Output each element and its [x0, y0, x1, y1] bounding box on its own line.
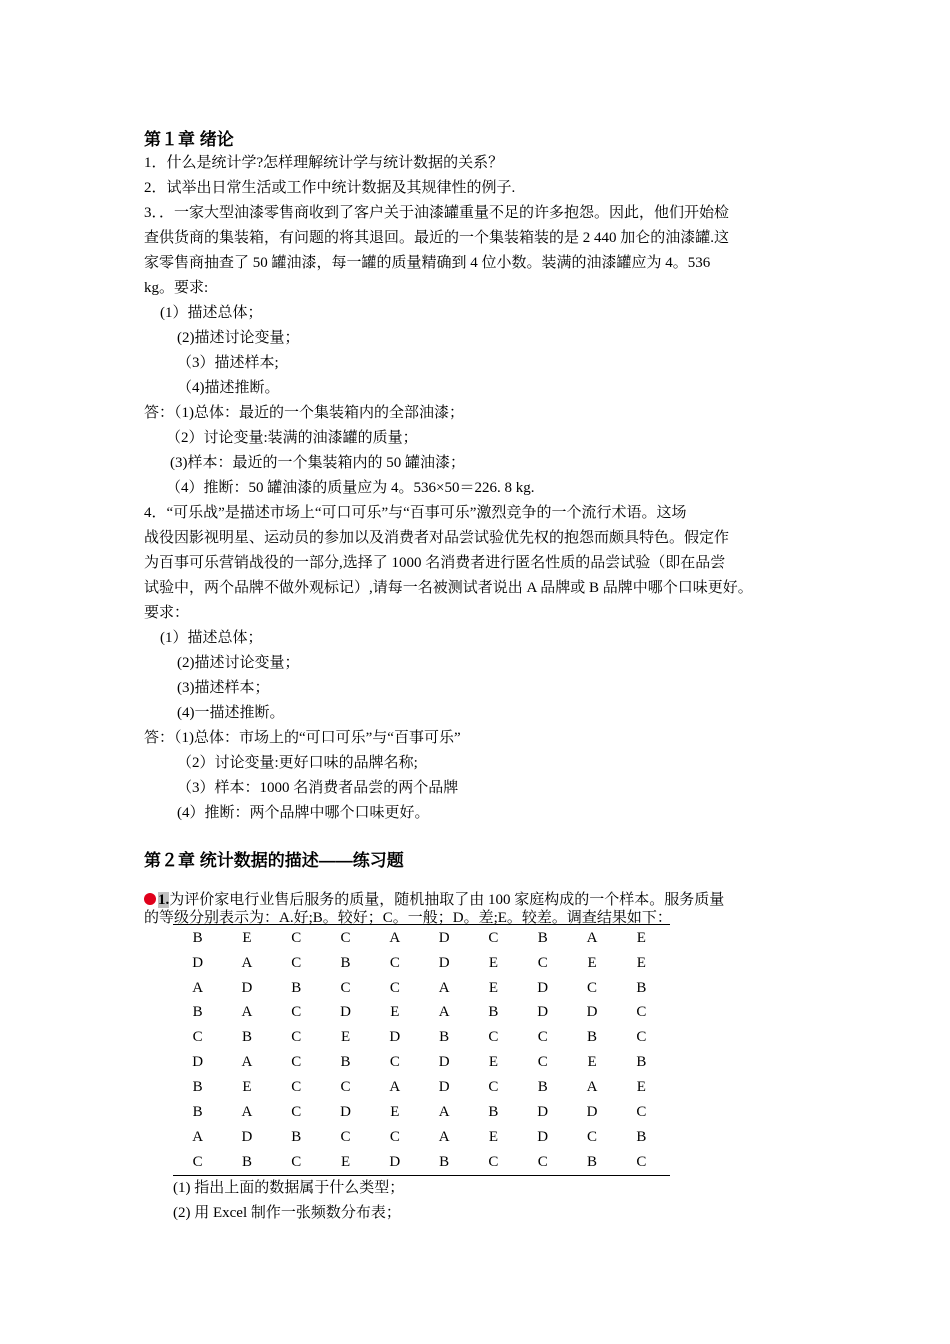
survey-data-table — [173, 926, 666, 1174]
question-4-requirement: (3)描述样本； — [177, 680, 270, 696]
question-4-requirement: (1）描述总体； — [160, 630, 263, 646]
table-cell: D — [537, 1128, 549, 1145]
question-4-requirement: (2)描述讨论变量； — [177, 655, 300, 671]
table-cell: B — [340, 954, 351, 971]
table-cell: E — [242, 1078, 252, 1095]
table-cell: A — [389, 1078, 401, 1095]
table-row — [173, 1001, 666, 1026]
table-cell: A — [389, 929, 401, 946]
table-cell: C — [636, 1029, 647, 1046]
table-cell: B — [192, 1078, 203, 1095]
table-cell: C — [291, 1078, 302, 1095]
table-cell: D — [438, 1054, 450, 1071]
table-cell: D — [241, 979, 253, 996]
table-cell: D — [241, 1128, 253, 1145]
table-cell: D — [586, 1004, 598, 1021]
table-cell: C — [488, 1153, 499, 1170]
question-4-line: 要求： — [144, 605, 190, 621]
question-4-answer: 答：（1)总体：市场上的“可口可乐”与“百事可乐” — [144, 730, 461, 746]
question-4-line: 为百事可乐营销战役的一部分,选择了 1000 名消费者进行匿名性质的品尝试验（即在品尝 — [144, 555, 726, 571]
table-cell: D — [537, 1004, 549, 1021]
table-cell: B — [439, 1153, 450, 1170]
table-cell: B — [241, 1029, 252, 1046]
table-cell: D — [438, 1078, 450, 1095]
chapter1-title: 第１章 绪论 — [144, 130, 234, 149]
table-cell: B — [587, 1153, 598, 1170]
table-cell: E — [340, 1029, 351, 1046]
table-cell: B — [537, 929, 548, 946]
table-cell: C — [389, 954, 400, 971]
table-row — [173, 951, 666, 976]
table-cell: B — [241, 1153, 252, 1170]
table-cell: B — [587, 1029, 598, 1046]
table-cell: B — [192, 1103, 203, 1120]
table-cell: C — [537, 954, 548, 971]
table-cell: E — [488, 1128, 499, 1145]
table-cell: E — [390, 1004, 400, 1021]
table-cell: D — [537, 979, 549, 996]
table-cell: A — [586, 929, 598, 946]
table-cell: C — [488, 1078, 499, 1095]
table-cell: C — [537, 1153, 548, 1170]
question-3-answer: 答：（1)总体：最近的一个集装箱内的全部油漆； — [144, 405, 464, 421]
table-cell: C — [587, 1128, 598, 1145]
table-cell: B — [488, 1103, 499, 1120]
table-cell: B — [340, 1054, 351, 1071]
table-cell: C — [340, 979, 351, 996]
table-cell: B — [291, 1128, 302, 1145]
table-cell: C — [340, 1128, 351, 1145]
table-row — [173, 1125, 666, 1150]
table-cell: C — [291, 1029, 302, 1046]
table-cell: E — [488, 1054, 499, 1071]
ch2-question-1-line: 的等级分别表示为：A.好;B。较好；C。一般；D。差;E。较差。调查结果如下： — [144, 910, 672, 926]
table-cell: D — [438, 954, 450, 971]
table-cell: E — [587, 1054, 597, 1071]
question-3-line: kg。要求: — [144, 280, 209, 296]
table-cell: C — [192, 1153, 203, 1170]
question-3-requirement: （3）描述样本; — [177, 355, 279, 371]
table-row — [173, 1050, 666, 1075]
table-cell: D — [340, 1004, 351, 1021]
table-cell: C — [389, 1054, 400, 1071]
table-cell: A — [192, 979, 204, 996]
question-3-line: 3．．一家大型油漆零售商收到了客户关于油漆罐重量不足的许多抱怨。因此，他们开始检 — [144, 205, 730, 221]
question-2: 2．试举出日常生活或工作中统计数据及其规律性的例子. — [144, 180, 516, 196]
question-3-requirement: (1）描述总体； — [160, 305, 263, 321]
table-cell: C — [636, 1103, 647, 1120]
table-row — [173, 1150, 666, 1175]
question-text: 为评价家电行业售后服务的质量，随机抽取了由 100 家庭构成的一个样本。服务质量 — [169, 892, 725, 908]
question-3-answer: （2）讨论变量:装满的油漆罐的质量； — [166, 430, 418, 446]
table-cell: C — [291, 1153, 302, 1170]
table-cell: C — [636, 1004, 647, 1021]
table-cell: C — [488, 1029, 499, 1046]
table-cell: D — [438, 929, 450, 946]
table-cell: B — [636, 979, 647, 996]
chapter2-title: 第２章 统计数据的描述——练习题 — [144, 851, 404, 870]
table-cell: E — [340, 1153, 351, 1170]
table-cell: D — [389, 1029, 401, 1046]
table-cell: A — [241, 954, 253, 971]
table-cell: B — [537, 1078, 548, 1095]
table-top-rule — [173, 924, 670, 925]
requirement-2: (2) 用 Excel 制作一张频数分布表； — [173, 1205, 401, 1221]
question-3-answer: (3)样本：最近的一个集装箱内的 50 罐油漆； — [170, 455, 465, 471]
table-cell: B — [192, 929, 203, 946]
question-number: 1. — [158, 892, 170, 908]
question-1: 1．什么是统计学?怎样理解统计学与统计数据的关系？ — [144, 155, 504, 171]
table-cell: C — [537, 1054, 548, 1071]
question-4-line: 试验中，两个品牌不做外观标记）,请每一名被测试者说出 A 品牌或 B 品牌中哪个口味更好。 — [144, 580, 753, 596]
table-cell: B — [192, 1004, 203, 1021]
table-cell: D — [340, 1103, 351, 1120]
table-cell: A — [241, 1004, 253, 1021]
table-cell: D — [586, 1103, 598, 1120]
table-cell: B — [636, 1054, 647, 1071]
table-cell: A — [438, 1103, 450, 1120]
question-4-answer: （3）样本：1000 名消费者品尝的两个品牌 — [177, 780, 459, 796]
question-3-line: 查供货商的集装箱，有问题的将其退回。最近的一个集装箱装的是 2 440 加仑的油漆罐.这 — [144, 230, 730, 246]
question-4-answer: （2）讨论变量:更好口味的品牌名称; — [177, 755, 418, 771]
question-4-line: 战役因影视明星、运动员的参加以及消费者对品尝试验优先权的抱怨而颇具特色。假定作 — [144, 530, 730, 546]
table-cell: E — [390, 1103, 400, 1120]
table-cell: D — [192, 1054, 204, 1071]
table-cell: A — [586, 1078, 598, 1095]
table-cell: C — [291, 954, 302, 971]
question-4-requirement: (4)一描述推断。 — [177, 705, 285, 721]
table-cell: A — [438, 1128, 450, 1145]
table-cell: C — [291, 929, 302, 946]
table-row — [173, 1100, 666, 1125]
table-cell: C — [636, 1153, 647, 1170]
table-cell: E — [488, 979, 499, 996]
question-4-answer: (4）推断：两个品牌中哪个口味更好。 — [177, 805, 430, 821]
table-cell: C — [587, 979, 598, 996]
requirement-1: (1) 指出上面的数据属于什么类型； — [173, 1180, 405, 1196]
table-cell: B — [439, 1029, 450, 1046]
table-cell: C — [291, 1054, 302, 1071]
table-cell: C — [291, 1103, 302, 1120]
table-cell: E — [636, 929, 646, 946]
table-row — [173, 1025, 666, 1050]
table-cell: A — [438, 1004, 450, 1021]
table-cell: A — [241, 1103, 253, 1120]
table-cell: B — [291, 979, 302, 996]
question-4-line: 4．“可乐战”是描述市场上“可口可乐”与“百事可乐”激烈竞争的一个流行术语。这场 — [144, 505, 687, 521]
table-cell: C — [340, 1078, 351, 1095]
question-3-answer: （4）推断：50 罐油漆的质量应为 4。536×50＝226. 8 kg. — [166, 480, 535, 496]
table-cell: C — [389, 979, 400, 996]
table-cell: C — [192, 1029, 203, 1046]
table-cell: E — [636, 1078, 646, 1095]
table-cell: B — [636, 1128, 647, 1145]
table-row — [173, 926, 666, 951]
table-cell: C — [389, 1128, 400, 1145]
table-cell: D — [537, 1103, 549, 1120]
table-cell: C — [488, 929, 499, 946]
question-3-line: 家零售商抽查了 50 罐油漆，每一罐的质量精确到 4 位小数。装满的油漆罐应为 4。536 — [144, 255, 711, 271]
table-cell: E — [242, 929, 252, 946]
table-cell: A — [438, 979, 450, 996]
table-cell: D — [192, 954, 204, 971]
question-3-requirement: (2)描述讨论变量； — [177, 330, 300, 346]
table-cell: D — [389, 1153, 401, 1170]
table-cell: C — [291, 1004, 302, 1021]
table-cell: C — [340, 929, 351, 946]
table-cell: E — [587, 954, 597, 971]
table-cell: E — [636, 954, 646, 971]
table-row — [173, 1075, 666, 1100]
table-cell: A — [241, 1054, 253, 1071]
bullet-marker-icon — [144, 893, 156, 905]
table-cell: A — [192, 1128, 204, 1145]
table-cell: C — [537, 1029, 548, 1046]
table-cell: B — [488, 1004, 499, 1021]
table-row — [173, 976, 666, 1001]
question-3-requirement: （4)描述推断。 — [177, 380, 280, 396]
table-cell: E — [488, 954, 499, 971]
